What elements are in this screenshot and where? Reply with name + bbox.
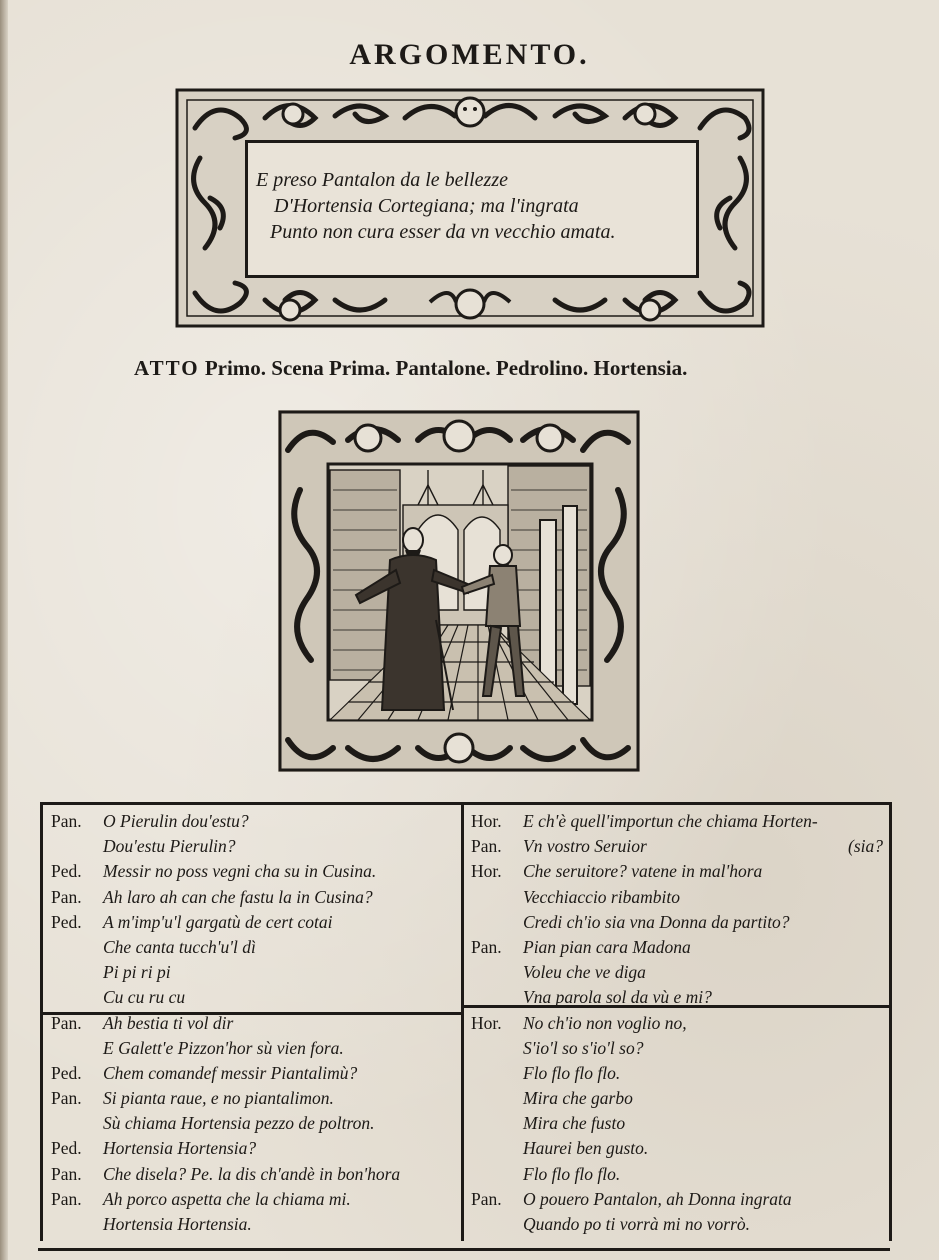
dialogue-line bbox=[51, 1111, 461, 1136]
speaker: Pan. bbox=[51, 1088, 82, 1109]
verse: Voleu che ve diga bbox=[523, 962, 646, 983]
dialogue-line bbox=[471, 1212, 883, 1237]
dialogue-line bbox=[51, 1086, 461, 1111]
verse: Pian pian cara Madona bbox=[523, 936, 691, 957]
dialogue-line bbox=[471, 960, 883, 985]
dialogue-line bbox=[51, 834, 461, 859]
speaker: Pan. bbox=[471, 836, 502, 857]
verse: O Pierulin dou'estu? bbox=[103, 811, 249, 831]
verse: Haurei ben gusto. bbox=[523, 1138, 649, 1159]
verse: Ah laro ah can che fastu la in Cusina? bbox=[103, 886, 373, 907]
speaker: Ped. bbox=[51, 861, 82, 882]
dialogue-line bbox=[51, 1212, 461, 1237]
speaker: Pan. bbox=[51, 1012, 82, 1033]
dialogue-line bbox=[51, 1136, 461, 1161]
argument-text-box bbox=[245, 140, 699, 278]
dialogue-line bbox=[51, 960, 461, 985]
dialogue-line bbox=[471, 809, 883, 834]
dialogue-line bbox=[51, 809, 461, 834]
page-edge bbox=[0, 0, 8, 1260]
verse: Ah bestia ti vol dir bbox=[103, 1012, 234, 1033]
column-divider bbox=[461, 805, 464, 1241]
page-title: ARGOMENTO. bbox=[349, 38, 590, 71]
verse: Vecchiaccio ribambito bbox=[523, 886, 680, 907]
verse: Pi pi ri pi bbox=[103, 962, 171, 983]
verse: Mira che garbo bbox=[523, 1088, 633, 1109]
dialogue-line bbox=[471, 834, 883, 859]
dialogue-line bbox=[51, 985, 461, 1010]
verse-turnover: (sia? bbox=[848, 836, 883, 857]
woodcut-scene-image bbox=[278, 410, 640, 772]
verse: Cu cu ru cu bbox=[103, 987, 186, 1008]
verse: Hortensia Hortensia? bbox=[103, 1138, 257, 1159]
dialogue-line bbox=[51, 885, 461, 910]
verse: Flo flo flo flo. bbox=[523, 1163, 621, 1184]
dialogue-line bbox=[471, 985, 883, 1010]
dialogue-line bbox=[471, 1086, 883, 1111]
verse: Mira che fusto bbox=[523, 1113, 626, 1134]
verse: S'io'l so s'io'l so? bbox=[523, 1037, 644, 1058]
speaker: Hor. bbox=[471, 1012, 502, 1033]
dialogue-line bbox=[471, 1011, 883, 1036]
dialogue-line bbox=[471, 885, 883, 910]
dialogue-line bbox=[471, 935, 883, 960]
speaker: Pan. bbox=[51, 1188, 82, 1209]
verse: Vna parola sol da vù e mi? bbox=[523, 987, 712, 1008]
dialogue-column-left bbox=[51, 809, 461, 1237]
dialogue-line bbox=[471, 1187, 883, 1212]
speaker: Pan. bbox=[471, 936, 502, 957]
dialogue-line bbox=[471, 1061, 883, 1086]
speaker: Pan. bbox=[471, 1188, 502, 1209]
verse: Quando po ti vorrà mi no vorrò. bbox=[523, 1214, 751, 1234]
verse: Flo flo flo flo. bbox=[523, 1062, 621, 1083]
verse: Che disela? Pe. la dis ch'andè in bon'hora bbox=[103, 1163, 401, 1184]
dialogue-line bbox=[471, 1111, 883, 1136]
verse: Dou'estu Pierulin? bbox=[103, 836, 236, 857]
argument-frame bbox=[175, 88, 765, 328]
verse: Ah porco aspetta che la chiama mi. bbox=[103, 1188, 351, 1209]
argument-line: D'Hortensia Cortegiana; ma l'ingrata bbox=[274, 195, 579, 217]
speaker: Ped. bbox=[51, 911, 82, 932]
speaker: Hor. bbox=[471, 861, 502, 882]
woodcut-illustration bbox=[278, 410, 640, 772]
verse: No ch'io non voglio no, bbox=[523, 1012, 687, 1033]
dialogue-line bbox=[471, 1036, 883, 1061]
act-label: ATTO bbox=[134, 356, 200, 380]
dialogue-table bbox=[40, 802, 892, 1241]
verse: Messir no poss vegni cha su in Cusina. bbox=[103, 861, 377, 882]
verse: Che canta tucch'u'l dì bbox=[103, 936, 256, 957]
verse: Chem comandef messir Piantalimù? bbox=[103, 1062, 358, 1083]
dialogue-line bbox=[51, 910, 461, 935]
dialogue-line bbox=[51, 935, 461, 960]
dialogue-line bbox=[471, 1162, 883, 1187]
dialogue-line bbox=[51, 859, 461, 884]
dialogue-line bbox=[471, 859, 883, 884]
speaker: Ped. bbox=[51, 1138, 82, 1159]
verse: E Galett'e Pizzon'hor sù vien fora. bbox=[103, 1037, 344, 1058]
verse: Si pianta raue, e no piantalimon. bbox=[103, 1088, 334, 1109]
dialogue-line bbox=[51, 1011, 461, 1036]
speaker: Pan. bbox=[51, 886, 82, 907]
bottom-rule bbox=[38, 1248, 890, 1251]
verse: O pouero Pantalon, ah Donna ingrata bbox=[523, 1188, 792, 1209]
speaker: Pan. bbox=[51, 811, 82, 831]
act-heading bbox=[134, 356, 687, 381]
dialogue-line bbox=[51, 1036, 461, 1061]
verse: Vn vostro Seruior bbox=[523, 836, 647, 857]
verse: E ch'è quell'importun che chiama Horten- bbox=[523, 811, 818, 831]
speaker: Hor. bbox=[471, 811, 502, 831]
speaker: Ped. bbox=[51, 1062, 82, 1083]
argument-verse bbox=[256, 167, 696, 245]
verse: Hortensia Hortensia. bbox=[103, 1214, 252, 1234]
verse: A m'imp'u'l gargatù de cert cotai bbox=[103, 911, 333, 932]
dialogue-line bbox=[51, 1162, 461, 1187]
dialogue-line bbox=[471, 1136, 883, 1161]
dialogue-line bbox=[51, 1187, 461, 1212]
speaker: Pan. bbox=[51, 1163, 82, 1184]
argument-line: Punto non cura esser da vn vecchio amata. bbox=[270, 221, 616, 243]
verse: Sù chiama Hortensia pezzo de poltron. bbox=[103, 1113, 375, 1134]
argument-line: E preso Pantalon da le bellezze bbox=[256, 169, 508, 191]
verse: Credi ch'io sia vna Donna da partito? bbox=[523, 911, 790, 932]
dialogue-line bbox=[471, 910, 883, 935]
dialogue-column-right bbox=[471, 809, 883, 1237]
scene-heading: Primo. Scena Prima. Pantalone. Pedrolino. Hortensia. bbox=[204, 356, 688, 380]
dialogue-line bbox=[51, 1061, 461, 1086]
verse: Che seruitore? vatene in mal'hora bbox=[523, 861, 763, 882]
